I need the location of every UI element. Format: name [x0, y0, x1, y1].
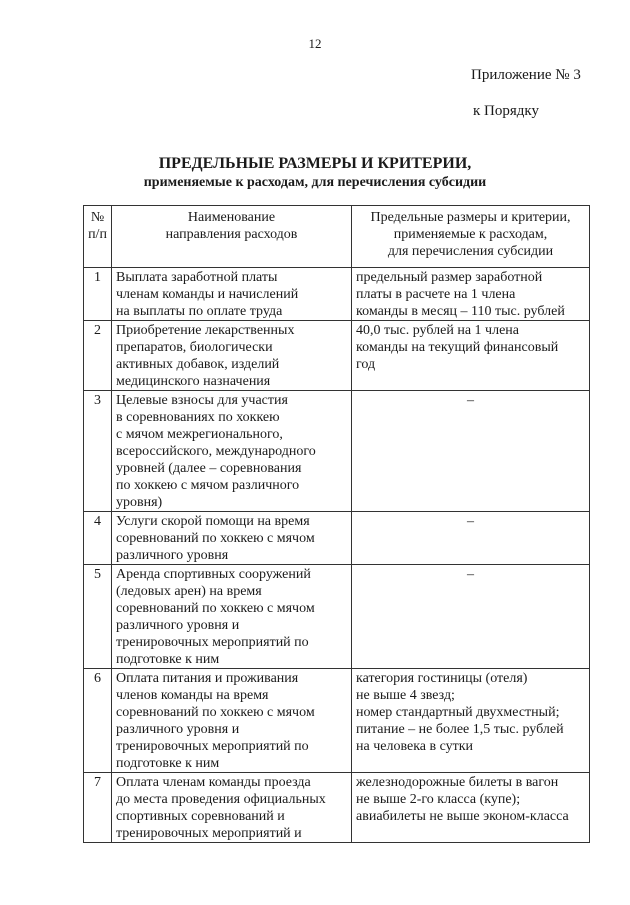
row-criteria: железнодорожные билеты в вагон не выше 2-го класса (купе); авиабилеты не выше эконом-класса — [352, 773, 590, 843]
table-row — [84, 565, 590, 669]
row-name: Оплата питания и проживания членов команды на время соревнований по хоккею с мячом различного уровня и тренировочных мероприятий по подготовке к ним — [112, 669, 352, 773]
appendix-block — [471, 67, 581, 119]
row-number: 2 — [84, 321, 112, 391]
row-criteria: – — [352, 512, 590, 565]
page-number: 12 — [308, 36, 322, 51]
row-number: 4 — [84, 512, 112, 565]
table-row — [84, 321, 590, 391]
row-name: Выплата заработной платы членам команды и начислений на выплаты по оплате труда — [112, 268, 352, 321]
table-row — [84, 268, 590, 321]
table-row — [84, 391, 590, 512]
header-name: Наименование направления расходов — [112, 206, 352, 268]
row-number: 5 — [84, 565, 112, 669]
document-heading — [0, 154, 630, 192]
row-criteria: категория гостиницы (отеля) не выше 4 звезд; номер стандартный двухместный; питание – не более 1,5 тыс. рублей на человека в сутки — [352, 669, 590, 773]
row-criteria: – — [352, 391, 590, 512]
heading-subtitle: применяемые к расходам, для перечисления субсидии — [143, 175, 487, 190]
row-number: 7 — [84, 773, 112, 843]
header-criteria: Предельные размеры и критерии, применяемые к расходам, для перечисления субсидии — [352, 206, 590, 268]
row-name: Приобретение лекарственных препаратов, биологически активных добавок, изделий медицинского назначения — [112, 321, 352, 391]
row-name: Оплата членам команды проезда до места проведения официальных спортивных соревнований и тренировочных мероприятий и — [112, 773, 352, 843]
row-criteria: предельный размер заработной платы в расчете на 1 члена команды в месяц – 110 тыс. рублей — [352, 268, 590, 321]
row-criteria: – — [352, 565, 590, 669]
table-row — [84, 669, 590, 773]
appendix-reference: к Порядку — [473, 103, 539, 119]
heading-title: ПРЕДЕЛЬНЫЕ РАЗМЕРЫ И КРИТЕРИИ, — [158, 155, 472, 172]
row-name: Услуги скорой помощи на время соревнований по хоккею с мячом различного уровня — [112, 512, 352, 565]
row-name: Аренда спортивных сооружений (ледовых арен) на время соревнований по хоккею с мячом различного уровня и тренировочных мероприятий по подготовке к ним — [112, 565, 352, 669]
limits-table — [83, 205, 590, 843]
table-row — [84, 512, 590, 565]
appendix-label: Приложение № 3 — [471, 67, 581, 83]
row-number: 6 — [84, 669, 112, 773]
row-criteria: 40,0 тыс. рублей на 1 члена команды на текущий финансовый год — [352, 321, 590, 391]
row-name: Целевые взносы для участия в соревнованиях по хоккею с мячом межрегионального, всероссийского, международного уровней (далее – соревнования по хоккею с мячом различного уровня) — [112, 391, 352, 512]
table-header-row — [84, 206, 590, 268]
table-row — [84, 773, 590, 843]
row-number: 1 — [84, 268, 112, 321]
header-number: № п/п — [84, 206, 112, 268]
row-number: 3 — [84, 391, 112, 512]
